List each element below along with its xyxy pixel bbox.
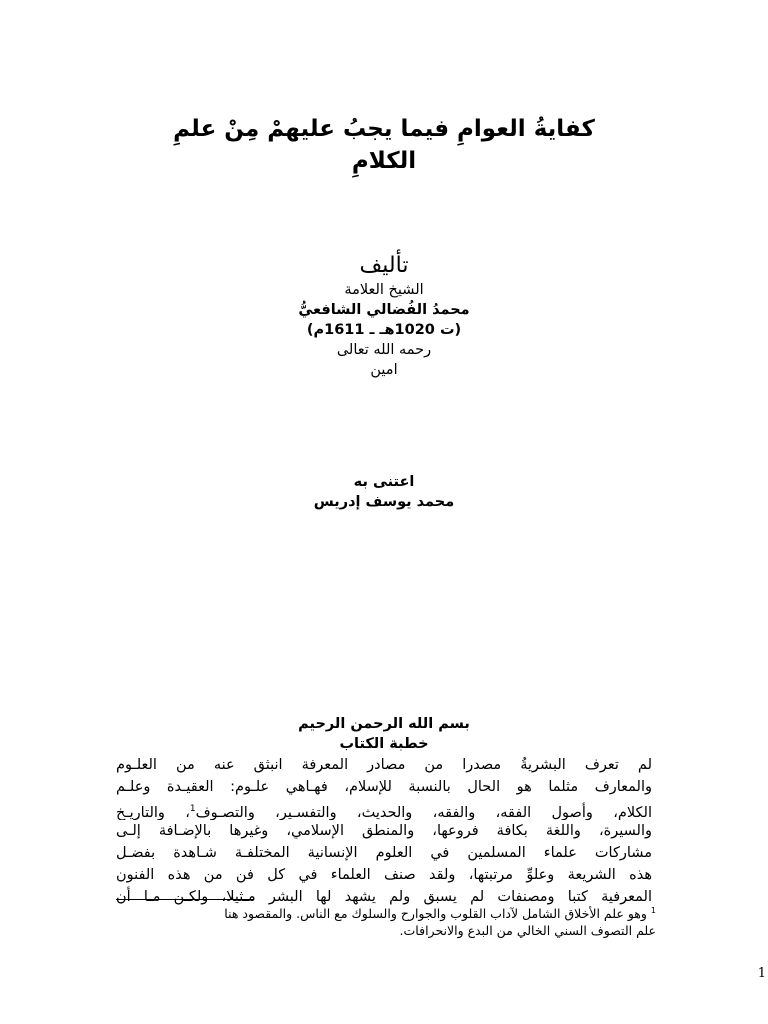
author-honorific: الشيخ العلامة xyxy=(344,282,424,298)
footnote-separator xyxy=(116,899,254,900)
authorship-block xyxy=(110,252,658,380)
basmala: بسم الله الرحمن الرحيم xyxy=(298,716,470,732)
footnote-number: 1 xyxy=(650,906,656,915)
editor-label: اعتنى به xyxy=(353,474,415,490)
editor-block xyxy=(110,472,658,512)
body-line-7: المعرفية كتبا ومصنفات لم يسبق ولم يشهد لها البشر مـثيلا، ولكـن مـا أن xyxy=(116,889,652,905)
author-name: محمدُ الفُضالي الشافعيُّ xyxy=(298,302,470,318)
footnote-line-2: علم التصوف السني الخالي من البدع والانحرافات. xyxy=(399,923,656,939)
author-dates: (ت 1020هـ ـ 1611م) xyxy=(306,322,462,338)
body-line-1: لم تعرف البشريةُ مصدرا من مصادر المعرفة انبثق عنه من العلـوم xyxy=(116,757,652,773)
body-line-3-text: الكلام، وأصول الفقه، والفقه، والحديث، والتفسـير، والتصـوف xyxy=(195,804,652,820)
body-line-2: والمعارف مثلما هو الحال بالنسبة للإسلام، فهـاهي علـوم: العقيـدة وعلـم xyxy=(116,779,652,795)
footnote-reference[interactable]: 1 xyxy=(189,804,196,814)
book-title-line-2: الكلامِ xyxy=(351,148,417,174)
footnote xyxy=(116,902,656,939)
book-title-line-1: كفايةُ العوامِ فيما يجبُ عليهمْ مِنْ علمِ xyxy=(173,116,595,142)
body-line-3-tail: ، والتاريـخ xyxy=(116,804,190,820)
section-heading: خطبة الكتاب xyxy=(339,736,429,752)
body-line-3 xyxy=(116,798,652,820)
editor-name: محمد يوسف إدريس xyxy=(313,494,455,510)
footnote-text-1: وهو علم الأخلاق الشامل لآداب القلوب والجوارح والسلوك مع الناس. والمقصود هنا xyxy=(224,906,647,922)
body-line-4: والسيرة، واللغة بكافة فروعها، والمنطق الإسلامي، وغيرها بالإضـافة إلـى xyxy=(116,823,652,839)
intro-headings xyxy=(110,714,658,754)
page-number: 1 xyxy=(757,966,766,981)
body-paragraph xyxy=(116,754,652,908)
authorship-label: تأليف xyxy=(359,253,409,278)
body-line-5: مشاركات علماء المسلمين في العلوم الإنسانية المختلفـة شـاهدة بفضـل xyxy=(116,845,652,861)
author-prayer: رحمه الله تعالى xyxy=(336,342,432,358)
body-line-6: هذه الشريعة وعلوِّ مرتبتها، ولقد صنف العلماء في كل فن من هذه الفنون xyxy=(116,867,652,883)
footnote-line-1 xyxy=(116,902,656,922)
book-title xyxy=(110,113,658,177)
author-amen: امين xyxy=(370,362,398,378)
